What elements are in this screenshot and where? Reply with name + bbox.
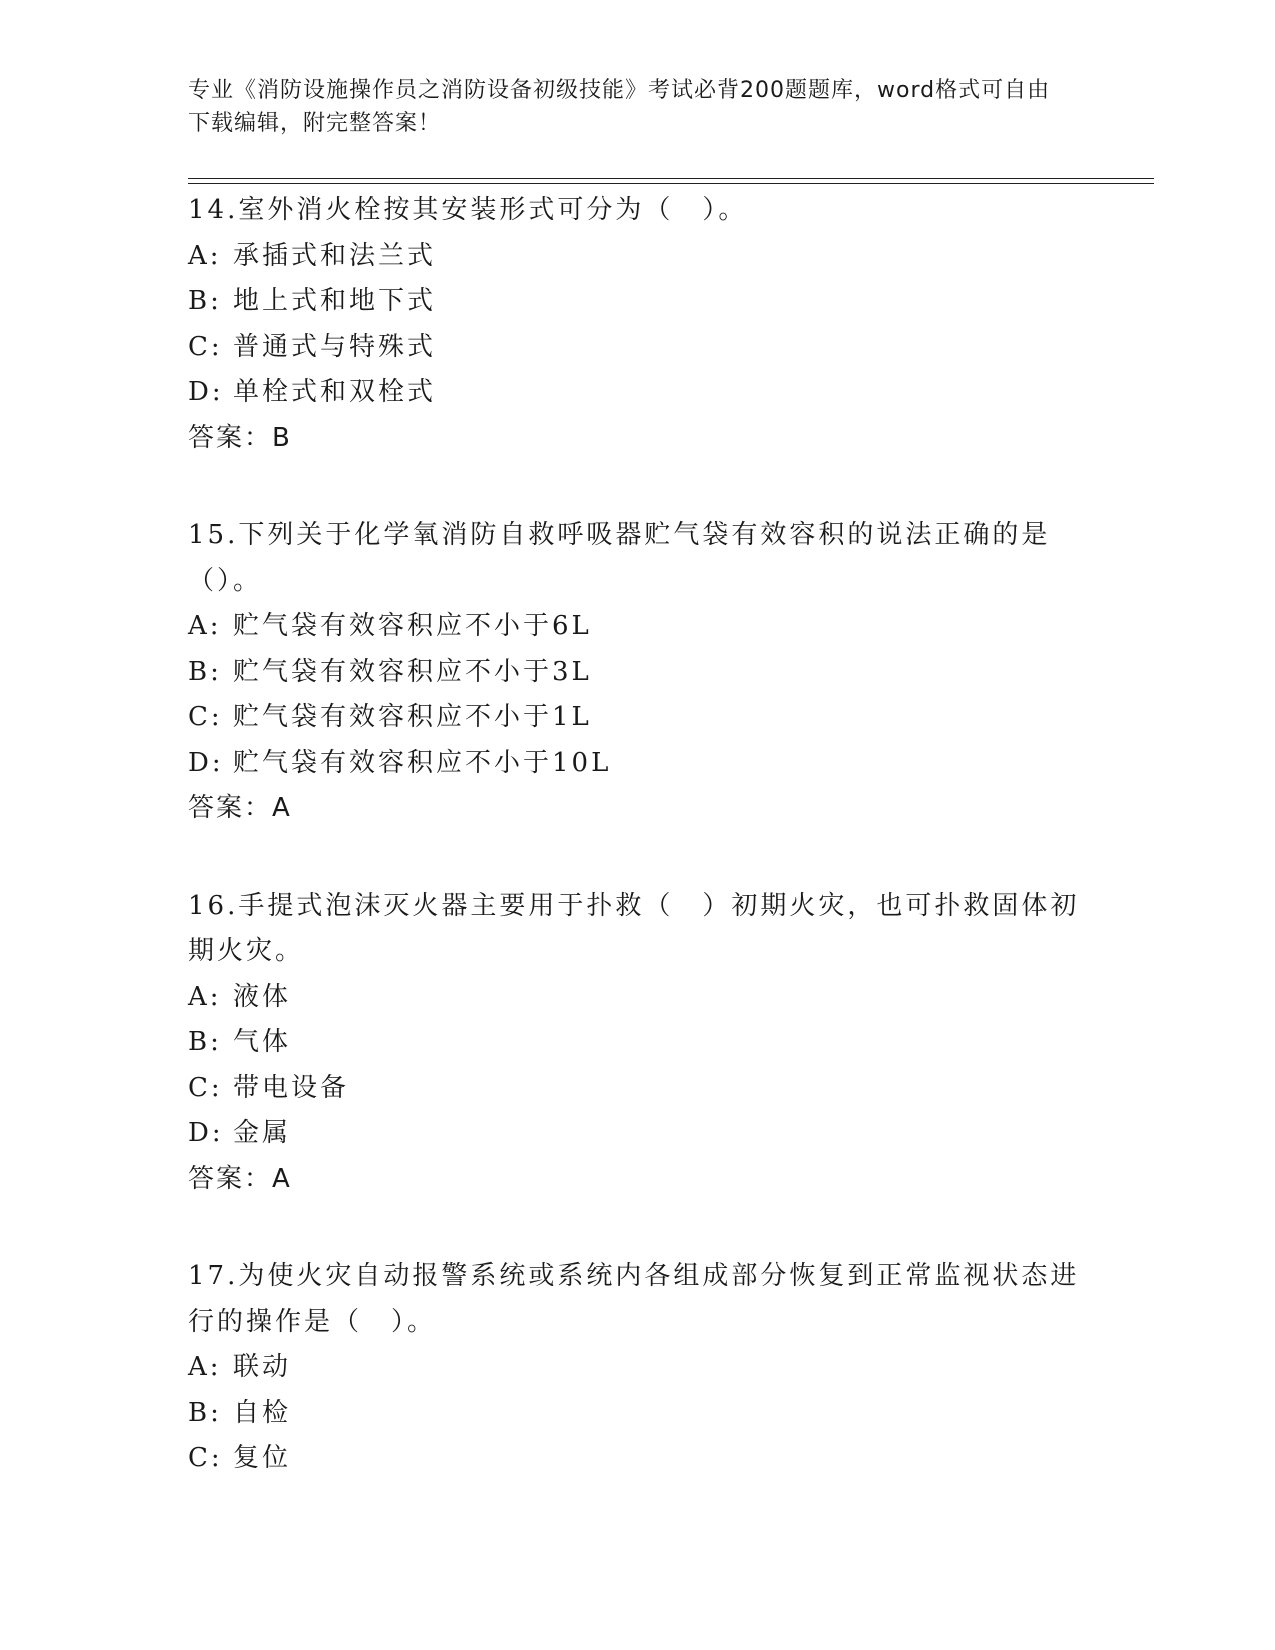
question-stem: 17.为使火灾自动报警系统或系统内各组成部分恢复到正常监视状态进行的操作是（ ）。: [188, 1261, 1080, 1337]
option-letter: C:: [188, 702, 223, 732]
option-text: 复位: [233, 1443, 292, 1473]
option-a: [188, 1345, 1088, 1391]
header-rule-top: [188, 178, 1154, 179]
option-text: 承插式和法兰式: [233, 240, 437, 271]
option-text: 贮气袋有效容积应不小于6L: [233, 611, 592, 641]
question-stem: 15.下列关于化学氧消防自救呼吸器贮气袋有效容积的说法正确的是（）。: [188, 520, 1051, 596]
option-text: 联动: [233, 1352, 292, 1382]
option-letter: A:: [188, 1352, 222, 1382]
option-text: 金属: [233, 1118, 292, 1148]
question-15: [188, 513, 1088, 832]
option-letter: A:: [188, 240, 222, 271]
option-c: [188, 695, 1088, 741]
option-a: [188, 975, 1088, 1021]
option-a: [188, 604, 1088, 650]
document-header: 专业《消防设施操作员之消防设备初级技能》考试必背200题题库，word格式可自由下载编辑，附完整答案！: [188, 78, 1051, 136]
option-letter: C:: [188, 1443, 223, 1473]
option-text: 贮气袋有效容积应不小于3L: [233, 656, 592, 687]
option-letter: D:: [188, 1118, 224, 1148]
option-letter: A:: [188, 611, 222, 641]
option-text: 贮气袋有效容积应不小于10L: [233, 747, 612, 778]
option-text: 带电设备: [233, 1072, 350, 1103]
question-16: [188, 884, 1088, 1203]
option-letter: C:: [188, 331, 223, 362]
question-17: [188, 1254, 1088, 1482]
option-letter: C:: [188, 1072, 223, 1103]
question-list: [188, 188, 1088, 1534]
option-letter: B:: [188, 1027, 222, 1057]
question-stem: 14.室外消火栓按其安装形式可分为（ ）。: [188, 195, 748, 225]
header-rule-bottom: [188, 183, 1154, 184]
question-stem: 16.手提式泡沫灭火器主要用于扑救（ ）初期火灾，也可扑救固体初期火灾。: [188, 890, 1080, 966]
option-c: [188, 1066, 1088, 1112]
option-text: 自检: [233, 1397, 292, 1428]
option-c: [188, 1436, 1088, 1482]
answer-line: 答案：A: [188, 1163, 292, 1194]
question-14: [188, 188, 1088, 461]
option-letter: D:: [188, 747, 224, 778]
option-text: 地上式和地下式: [233, 286, 437, 316]
option-letter: B:: [188, 286, 222, 316]
option-letter: B:: [188, 656, 222, 687]
option-d: [188, 370, 1088, 416]
option-text: 气体: [233, 1027, 292, 1057]
option-c: [188, 325, 1088, 371]
option-d: [188, 1111, 1088, 1157]
answer-line: 答案：B: [188, 422, 292, 453]
option-b: [188, 650, 1088, 696]
option-text: 单栓式和双栓式: [233, 377, 437, 407]
option-letter: A:: [188, 981, 222, 1012]
option-text: 普通式与特殊式: [233, 331, 437, 362]
option-text: 贮气袋有效容积应不小于1L: [233, 702, 592, 732]
option-letter: D:: [188, 377, 224, 407]
option-b: [188, 1020, 1088, 1066]
option-d: [188, 741, 1088, 787]
option-b: [188, 279, 1088, 325]
option-b: [188, 1391, 1088, 1437]
answer-line: 答案：A: [188, 793, 292, 823]
option-a: [188, 234, 1088, 280]
option-text: 液体: [233, 981, 292, 1012]
option-letter: B:: [188, 1397, 222, 1428]
